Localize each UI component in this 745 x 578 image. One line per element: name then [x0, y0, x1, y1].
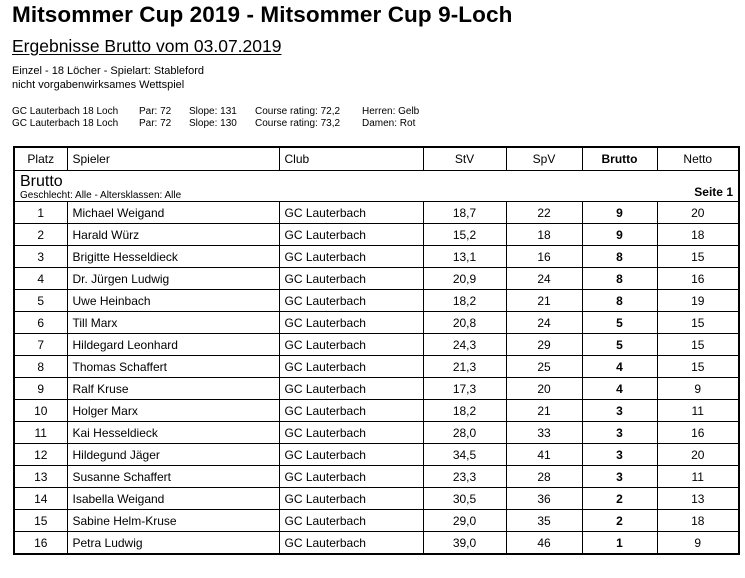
course-row-damen: [12, 118, 419, 130]
cell-spv: 16: [506, 246, 582, 268]
cell-spv: 20: [506, 378, 582, 400]
table-row: [14, 290, 739, 312]
course-info: [12, 106, 419, 130]
cell-platz: 16: [14, 532, 67, 555]
cell-platz: 14: [14, 488, 67, 510]
cell-netto: 15: [657, 334, 739, 356]
cell-club: GC Lauterbach: [279, 312, 423, 334]
cell-spieler: Dr. Jürgen Ludwig: [67, 268, 279, 290]
cell-spieler: Holger Marx: [67, 400, 279, 422]
cell-spieler: Susanne Schaffert: [67, 466, 279, 488]
course-slope: Slope: 131: [189, 106, 237, 117]
cell-netto: 18: [657, 224, 739, 246]
cell-brutto: 8: [582, 290, 657, 312]
header-spieler: Spieler: [67, 147, 279, 171]
cell-stv: 24,3: [423, 334, 506, 356]
cell-stv: 29,0: [423, 510, 506, 532]
cell-platz: 2: [14, 224, 67, 246]
cell-spieler: Kai Hesseldieck: [67, 422, 279, 444]
cell-spv: 28: [506, 466, 582, 488]
header-spv: SpV: [506, 147, 582, 171]
cell-spv: 25: [506, 356, 582, 378]
table-row: [14, 202, 739, 224]
cell-club: GC Lauterbach: [279, 290, 423, 312]
cell-spv: 21: [506, 400, 582, 422]
table-row: [14, 532, 739, 555]
cell-platz: 15: [14, 510, 67, 532]
cell-club: GC Lauterbach: [279, 246, 423, 268]
cell-platz: 4: [14, 268, 67, 290]
table-row: [14, 246, 739, 268]
results-table: [13, 146, 740, 555]
cell-spieler: Brigitte Hesseldieck: [67, 246, 279, 268]
cell-club: GC Lauterbach: [279, 532, 423, 555]
competition-handicap-note: nicht vorgabenwirksames Wettspiel: [12, 79, 185, 91]
cell-netto: 19: [657, 290, 739, 312]
competition-info: [12, 64, 204, 92]
cell-netto: 11: [657, 466, 739, 488]
cell-stv: 15,2: [423, 224, 506, 246]
cell-brutto: 5: [582, 312, 657, 334]
cell-spv: 46: [506, 532, 582, 555]
cell-platz: 9: [14, 378, 67, 400]
cell-brutto: 3: [582, 422, 657, 444]
course-slope: Slope: 130: [189, 118, 237, 129]
table-row: [14, 444, 739, 466]
course-tee: Damen: Rot: [362, 118, 416, 129]
competition-format: Einzel - 18 Löcher - Spielart: Stableford: [12, 65, 204, 77]
cell-brutto: 8: [582, 268, 657, 290]
cell-spv: 22: [506, 202, 582, 224]
cell-spieler: Michael Weigand: [67, 202, 279, 224]
cell-stv: 20,9: [423, 268, 506, 290]
cell-spieler: Hildegard Leonhard: [67, 334, 279, 356]
table-row: [14, 312, 739, 334]
cell-stv: 18,2: [423, 290, 506, 312]
table-row: [14, 268, 739, 290]
cell-stv: 21,3: [423, 356, 506, 378]
cell-platz: 7: [14, 334, 67, 356]
cell-spv: 29: [506, 334, 582, 356]
page-number: Seite 1: [694, 185, 733, 199]
cell-brutto: 4: [582, 378, 657, 400]
cell-brutto: 3: [582, 466, 657, 488]
cell-platz: 6: [14, 312, 67, 334]
cell-brutto: 8: [582, 246, 657, 268]
cell-club: GC Lauterbach: [279, 356, 423, 378]
cell-spv: 24: [506, 268, 582, 290]
cell-stv: 39,0: [423, 532, 506, 555]
table-row: [14, 356, 739, 378]
header-club: Club: [279, 147, 423, 171]
cell-club: GC Lauterbach: [279, 334, 423, 356]
cell-club: GC Lauterbach: [279, 488, 423, 510]
cell-platz: 10: [14, 400, 67, 422]
header-platz: Platz: [14, 147, 67, 171]
cell-stv: 30,5: [423, 488, 506, 510]
header-netto: Netto: [657, 147, 739, 171]
cell-spieler: Hildegund Jäger: [67, 444, 279, 466]
cell-netto: 9: [657, 378, 739, 400]
course-par: Par: 72: [139, 106, 172, 117]
cell-club: GC Lauterbach: [279, 268, 423, 290]
header-stv: StV: [423, 147, 506, 171]
cell-platz: 1: [14, 202, 67, 224]
cell-brutto: 9: [582, 202, 657, 224]
cell-platz: 13: [14, 466, 67, 488]
cell-stv: 18,7: [423, 202, 506, 224]
cell-spv: 18: [506, 224, 582, 246]
cell-stv: 20,8: [423, 312, 506, 334]
cell-brutto: 2: [582, 510, 657, 532]
course-tee: Herren: Gelb: [362, 106, 420, 117]
cell-club: GC Lauterbach: [279, 466, 423, 488]
cell-stv: 28,0: [423, 422, 506, 444]
cell-club: GC Lauterbach: [279, 202, 423, 224]
cell-spv: 24: [506, 312, 582, 334]
cell-brutto: 4: [582, 356, 657, 378]
cell-platz: 11: [14, 422, 67, 444]
table-row: [14, 334, 739, 356]
cell-netto: 11: [657, 400, 739, 422]
cell-spieler: Sabine Helm-Kruse: [67, 510, 279, 532]
cell-platz: 8: [14, 356, 67, 378]
cell-netto: 16: [657, 422, 739, 444]
cell-club: GC Lauterbach: [279, 378, 423, 400]
cell-club: GC Lauterbach: [279, 422, 423, 444]
document-subtitle: Ergebnisse Brutto vom 03.07.2019: [12, 36, 282, 56]
table-row: [14, 422, 739, 444]
cell-club: GC Lauterbach: [279, 444, 423, 466]
cell-spv: 36: [506, 488, 582, 510]
cell-stv: 13,1: [423, 246, 506, 268]
cell-brutto: 3: [582, 444, 657, 466]
course-name: GC Lauterbach 18 Loch: [12, 106, 119, 117]
course-row-herren: [12, 106, 419, 118]
table-row: [14, 224, 739, 246]
course-par: Par: 72: [139, 118, 172, 129]
cell-spv: 35: [506, 510, 582, 532]
table-row: [14, 488, 739, 510]
table-row: [14, 510, 739, 532]
cell-spieler: Petra Ludwig: [67, 532, 279, 555]
course-rating: Course rating: 73,2: [255, 118, 341, 129]
cell-spieler: Till Marx: [67, 312, 279, 334]
section-header: [14, 171, 739, 202]
section-filter: Geschlecht: Alle - Altersklassen: Alle: [20, 190, 182, 201]
table-row: [14, 378, 739, 400]
document-title: Mitsommer Cup 2019 - Mitsommer Cup 9-Loch: [12, 2, 513, 27]
cell-spieler: Thomas Schaffert: [67, 356, 279, 378]
cell-brutto: 2: [582, 488, 657, 510]
cell-spv: 21: [506, 290, 582, 312]
cell-netto: 9: [657, 532, 739, 555]
cell-platz: 3: [14, 246, 67, 268]
cell-netto: 16: [657, 268, 739, 290]
cell-brutto: 5: [582, 334, 657, 356]
cell-spieler: Isabella Weigand: [67, 488, 279, 510]
cell-spieler: Uwe Heinbach: [67, 290, 279, 312]
cell-netto: 18: [657, 510, 739, 532]
cell-spv: 41: [506, 444, 582, 466]
cell-club: GC Lauterbach: [279, 400, 423, 422]
cell-club: GC Lauterbach: [279, 510, 423, 532]
cell-stv: 34,5: [423, 444, 506, 466]
cell-club: GC Lauterbach: [279, 224, 423, 246]
cell-netto: 20: [657, 444, 739, 466]
cell-stv: 23,3: [423, 466, 506, 488]
header-brutto: Brutto: [582, 147, 657, 171]
table-header-row: [14, 147, 739, 171]
table-row: [14, 400, 739, 422]
section-row: [14, 171, 739, 202]
cell-netto: 13: [657, 488, 739, 510]
table-row: [14, 466, 739, 488]
cell-brutto: 3: [582, 400, 657, 422]
course-rating: Course rating: 72,2: [255, 106, 341, 117]
cell-netto: 15: [657, 356, 739, 378]
cell-platz: 5: [14, 290, 67, 312]
cell-netto: 15: [657, 312, 739, 334]
cell-platz: 12: [14, 444, 67, 466]
cell-stv: 17,3: [423, 378, 506, 400]
cell-netto: 15: [657, 246, 739, 268]
section-title: Brutto: [20, 173, 63, 190]
cell-brutto: 9: [582, 224, 657, 246]
cell-brutto: 1: [582, 532, 657, 555]
cell-netto: 20: [657, 202, 739, 224]
cell-stv: 18,2: [423, 400, 506, 422]
cell-spv: 33: [506, 422, 582, 444]
course-name: GC Lauterbach 18 Loch: [12, 118, 119, 129]
cell-spieler: Harald Würz: [67, 224, 279, 246]
cell-spieler: Ralf Kruse: [67, 378, 279, 400]
